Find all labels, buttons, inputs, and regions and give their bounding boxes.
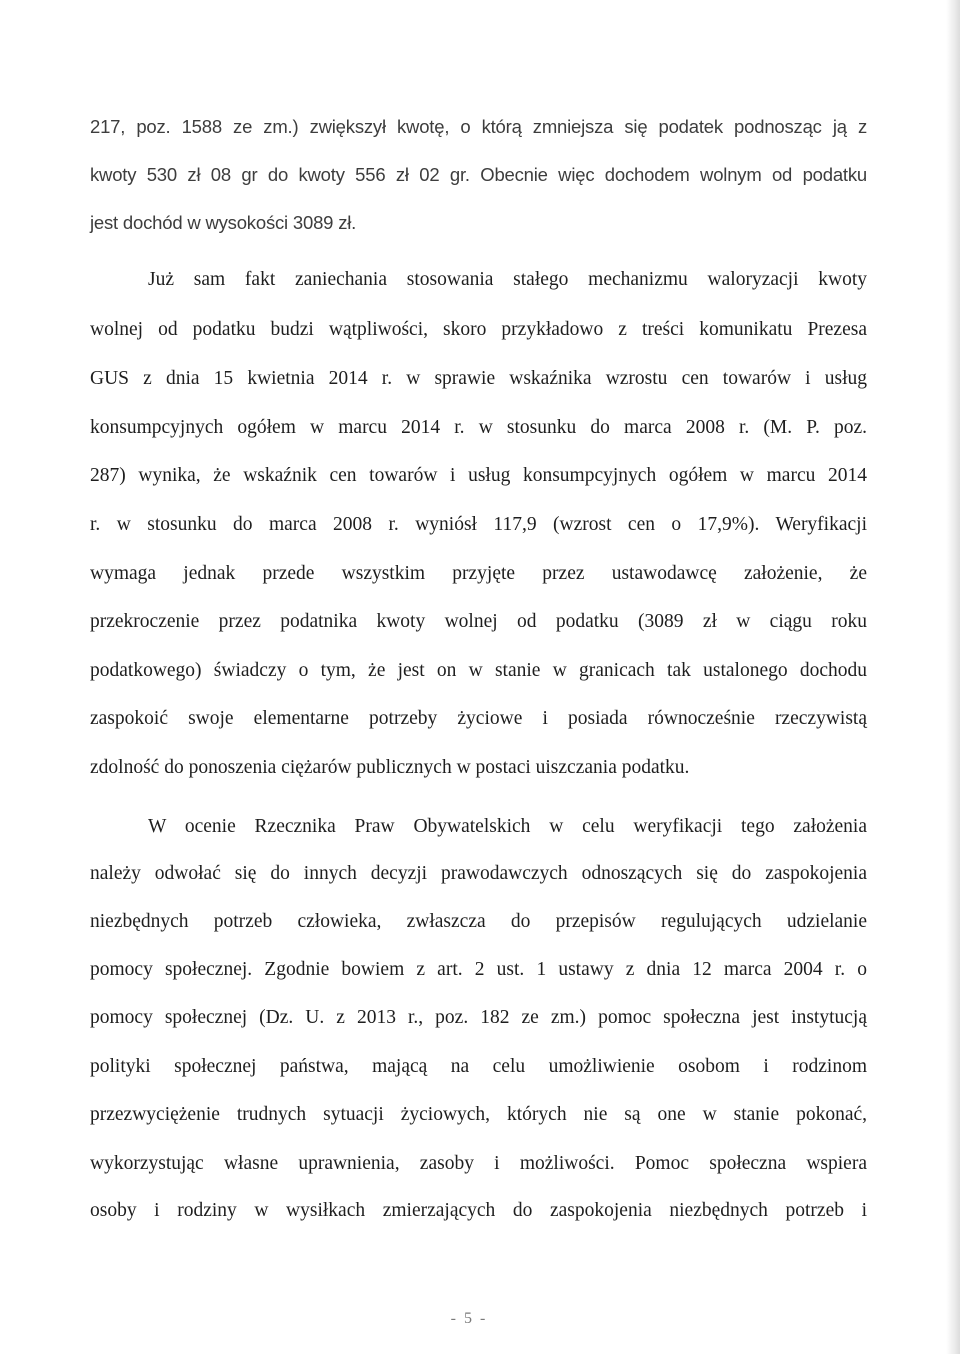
text-line: polityki społecznej państwa, mającą na celu umożliwienie osobom i rodzinom bbox=[90, 1056, 867, 1077]
text-line: pomocy społecznej (Dz. U. z 2013 r., poz. 182 ze zm.) pomoc społeczna jest instytucją bbox=[90, 1007, 867, 1028]
text-line: niezbędnych potrzeb człowieka, zwłaszcza do przepisów regulujących udzielanie bbox=[90, 911, 867, 932]
text-line: pomocy społecznej. Zgodnie bowiem z art. 2 ust. 1 ustawy z dnia 12 marca 2004 r. o bbox=[90, 959, 867, 980]
text-line: 217, poz. 1588 ze zm.) zwiększył kwotę, o którą zmniejsza się podatek podnosząc ją z bbox=[90, 116, 867, 137]
text-line: przekroczenie przez podatnika kwoty wolnej od podatku (3089 zł w ciągu roku bbox=[90, 611, 867, 632]
text-line: podatkowego) świadczy o tym, że jest on w stanie w granicach tak ustalonego dochodu bbox=[90, 660, 867, 681]
text-line: 287) wynika, że wskaźnik cen towarów i usług konsumpcyjnych ogółem w marcu 2014 bbox=[90, 465, 867, 486]
text-line: kwoty 530 zł 08 gr do kwoty 556 zł 02 gr. Obecnie więc dochodem wolnym od podatku bbox=[90, 164, 867, 185]
text-line: zdolność do ponoszenia ciężarów publicznych w postaci uiszczania podatku. bbox=[90, 757, 690, 778]
page-edge-shadow bbox=[946, 0, 960, 1354]
text-line: osoby i rodziny w wysiłkach zmierzających do zaspokojenia niezbędnych potrzeb i bbox=[90, 1200, 867, 1221]
text-line: wykorzystując własne uprawnienia, zasoby i możliwości. Pomoc społeczna wspiera bbox=[90, 1153, 867, 1174]
paragraph-first-line: Już sam fakt zaniechania stosowania stałego mechanizmu waloryzacji kwoty bbox=[148, 269, 867, 290]
text-line: konsumpcyjnych ogółem w marcu 2014 r. w stosunku do marca 2008 r. (M. P. poz. bbox=[90, 417, 867, 438]
paragraph-first-line: W ocenie Rzecznika Praw Obywatelskich w celu weryfikacji tego założenia bbox=[148, 816, 867, 837]
page-number: - 5 - bbox=[450, 1310, 488, 1327]
text-line: zaspokoić swoje elementarne potrzeby życiowe i posiada równocześnie rzeczywistą bbox=[90, 708, 867, 729]
text-line: należy odwołać się do innych decyzji prawodawczych odnoszących się do zaspokojenia bbox=[90, 863, 867, 884]
text-line: GUS z dnia 15 kwietnia 2014 r. w sprawie wskaźnika wzrostu cen towarów i usług bbox=[90, 368, 867, 389]
text-line: przezwyciężenie trudnych sytuacji życiowych, których nie są one w stanie pokonać, bbox=[90, 1104, 867, 1125]
text-line: jest dochód w wysokości 3089 zł. bbox=[90, 212, 357, 233]
text-line: wolnej od podatku budzi wątpliwości, skoro przykładowo z treści komunikatu Prezesa bbox=[90, 319, 867, 340]
text-line: r. w stosunku do marca 2008 r. wyniósł 117,9 (wzrost cen o 17,9%). Weryfikacji bbox=[90, 514, 867, 535]
text-line: wymaga jednak przede wszystkim przyjęte przez ustawodawcę założenie, że bbox=[90, 563, 867, 584]
